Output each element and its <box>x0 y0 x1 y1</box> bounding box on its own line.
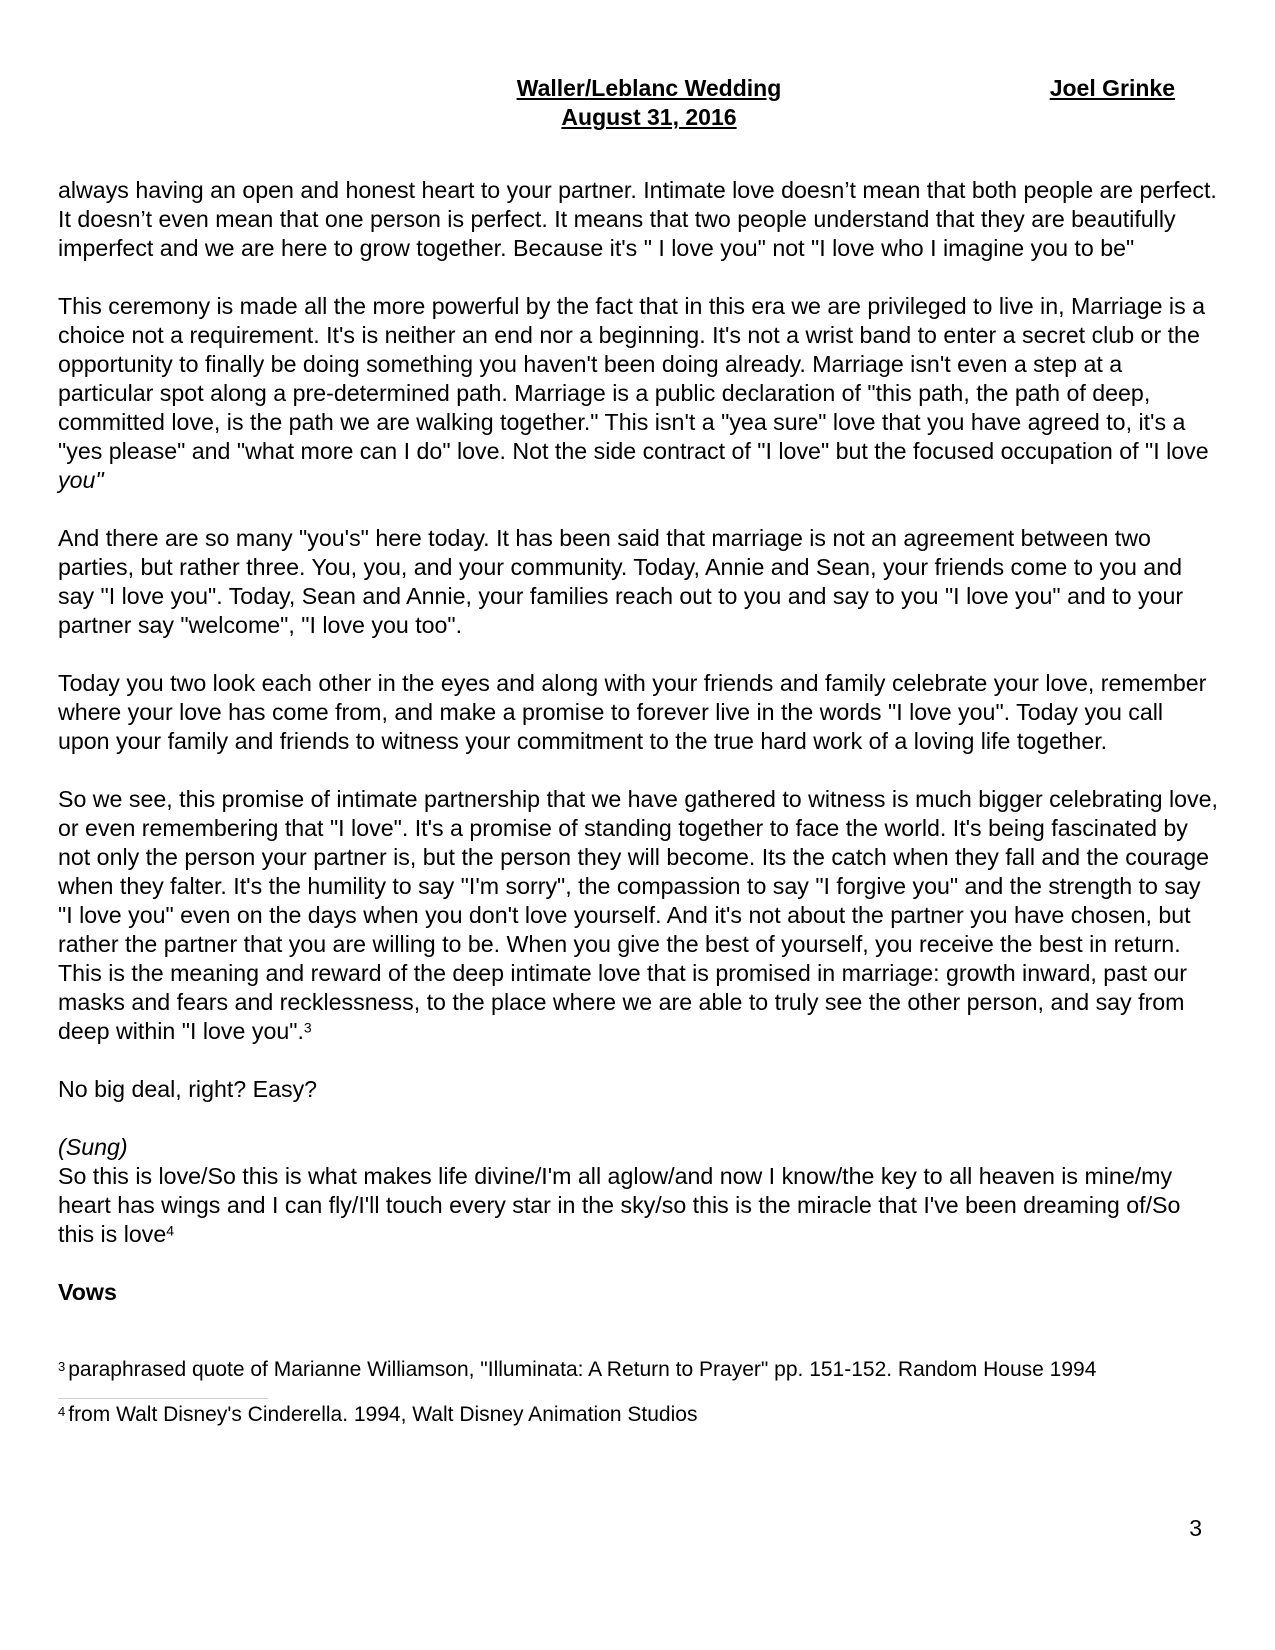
title-line-2: August 31, 2016 <box>561 104 737 130</box>
document-title <box>389 74 909 132</box>
footnote-ref-3: 3 <box>303 1019 312 1036</box>
song-lyrics <box>58 1162 1218 1249</box>
footnote-3-mark: 3 <box>58 1358 66 1374</box>
paragraph-2-text: This ceremony is made all the more powerful by the fact that in this era we are privileged to live in, Marriage is a choice not a requirement. It's is neither an end nor a beginning. It's not a wrist band to enter a secret club or the opportunity to finally be doing something you haven't been doing already. Marriage isn't even a step at a particular spot along a pre-determined path. Marriage is a public declaration of "this path, the path of deep, committed love, is the path we are walking together." This isn't a "yea sure" love that you have agreed to, it's a "yes please" and "what more can I do" love. Not the side contract of "I love" but the focused occupation of "I love <box>58 293 1209 464</box>
paragraph-5-text: So we see, this promise of intimate partnership that we have gathered to witness is much bigger celebrating love, or even remembering that "I love". It's a promise of standing together to face the world. It's being fascinated by not only the person your partner is, but the person they will become. Its the catch when they fall and the courage when they falter. It's the humility to say "I'm sorry", the compassion to say "I forgive you" and the strength to say "I love you" even on the days when you don't love yourself. And it's not about the partner you have chosen, but rather the partner that you are willing to be. When you give the best of yourself, you receive the best in return. This is the meaning and reward of the deep intimate love that is promised in marriage: growth inward, past our masks and fears and recklessness, to the place where we are able to truly see the other person, and say from deep within "I love you". <box>58 786 1218 1044</box>
document-body <box>58 176 1218 1336</box>
footnote-ref-4: 4 <box>166 1222 175 1239</box>
author-name: Joel Grinke <box>1049 75 1175 101</box>
title-line-1: Waller/Leblanc Wedding <box>516 75 782 101</box>
footnote-4 <box>58 1402 1238 1428</box>
paragraph-5 <box>58 785 1218 1046</box>
footnote-divider <box>58 1398 268 1399</box>
footnote-4-mark: 4 <box>58 1403 66 1419</box>
song-lyrics-text: So this is love/So this is what makes life divine/I'm all aglow/and now I know/the key to all heaven is mine/my heart has wings and I can fly/I'll touch every star in the sky/so this is the miracle that I've been dreaming of/So this is love <box>58 1163 1181 1247</box>
paragraph-6: No big deal, right? Easy? <box>58 1076 318 1102</box>
footnote-3 <box>58 1357 1238 1383</box>
page-number: 3 <box>1189 1515 1202 1541</box>
sung-label-text: (Sung) <box>58 1134 128 1160</box>
paragraph-1: always having an open and honest heart to your partner. Intimate love doesn’t mean that both people are perfect. It doesn’t even mean that one person is perfect. It means that two people understand that they are beautifully imperfect and we are here to grow together. Because it's " I love you" not "I love who I imagine you to be" <box>58 177 1217 261</box>
paragraph-2-italic: you" <box>58 467 104 493</box>
sung-label <box>58 1133 1218 1162</box>
paragraph-2 <box>58 292 1218 495</box>
footnote-3-text: paraphrased quote of Marianne Williamson, "Illuminata: A Return to Prayer" pp. 151-152. Random House 1994 <box>68 1358 1097 1381</box>
paragraph-3: And there are so many "you's" here today. It has been said that marriage is not an agreement between two parties, but rather three. You, you, and your community. Today, Annie and Sean, your friends come to you and say "I love you". Today, Sean and Annie, your families reach out to you and say to you "I love you" and to your partner say "welcome", "I love you too". <box>58 525 1184 638</box>
footnote-4-text: from Walt Disney's Cinderella. 1994, Walt Disney Animation Studios <box>68 1403 698 1426</box>
vows-heading: Vows <box>58 1279 117 1305</box>
paragraph-4: Today you two look each other in the eyes and along with your friends and family celebrate your love, remember where your love has come from, and make a promise to forever live in the words "I love you". Today you call upon your family and friends to witness your commitment to the true hard work of a loving life together. <box>58 670 1207 754</box>
